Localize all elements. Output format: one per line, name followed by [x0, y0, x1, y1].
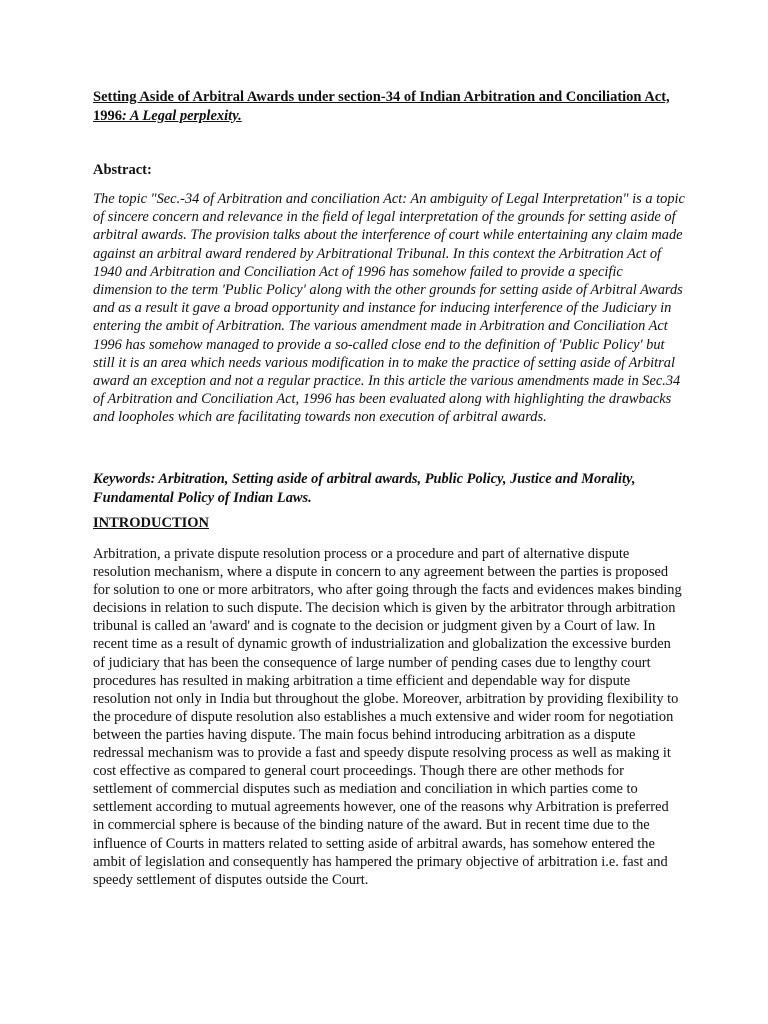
introduction-paragraph: Arbitration, a private dispute resolution process or a procedure and part of alternative dispute resolution mechanism, where a dispute in concern to any agreement between the parties is proposed for solution to one or more arbitrators, who after going through the facts and evidences makes binding decisions in relation to such dispute. The decision which is given by the arbitrator through arbitration tribunal is called an 'award' and is cognate to the decision or judgment given by a Court of law. In recent time as a result of dynamic growth of industrialization and globalization the excessive burden of judiciary that has been the consequence of large number of pending cases due to lengthy court procedures has resulted in making arbitration a time efficient and dependable way for dispute resolution not only in India but throughout the globe. Moreover, arbitration by providing flexibility to the procedure of dispute resolution also establishes a much extensive and wider room for negotiation between the parties having dispute. The main focus behind introducing arbitration as a dispute redressal mechanism was to provide a fast and speedy dispute resolving process as well as making it cost effective as compared to general court proceedings. Though there are other methods for settlement of commercial disputes such as mediation and conciliation in which parties come to settlement according to mutual agreements however, one of the reasons why Arbitration is preferred in commercial sphere is because of the binding nature of the award. But in recent time due to the influence of Courts in matters related to setting aside of arbitral awards, has somehow entered the ambit of legislation and consequently has hampered the primary objective of arbitration i.e. fast and speedy settlement of disputes outside the Court. [93, 546, 682, 888]
title-main: Setting Aside of Arbitral Awards under section-34 of Indian Arbitration and Conciliation Act, 1996 [93, 89, 670, 124]
keywords-line: Keywords: Arbitration, Setting aside of arbitral awards, Public Policy, Justice and Morality, Fundamental Policy of Indian Laws. [93, 471, 636, 506]
abstract-paragraph: The topic "Sec.-34 of Arbitration and conciliation Act: An ambiguity of Legal Interpretation" is a topic of sincere concern and relevance in the field of legal interpretation of the grounds for setting aside of arbitral awards. The provision talks about the interference of court while entertaining any claim made against an arbitral award rendered by Arbitrational Tribunal. In this context the Arbitration Act of 1940 and Arbitration and Conciliation Act of 1996 has somehow failed to provide a specific dimension to the term 'Public Policy' along with the other grounds for setting aside of Arbitral Awards and as a result it gave a broad opportunity and instance for inducing interference of the Judiciary in entering the ambit of Arbitration. The various amendment made in Arbitration and Conciliation Act 1996 has somehow managed to provide a so-called close end to the definition of 'Public Policy' but still it is an area which needs various modification in to make the practice of setting aside of Arbitral award an exception and not a regular practice. In this article the various amendments made in Sec.34 of Arbitration and Conciliation Act, 1996 has been evaluated along with highlighting the drawbacks and loopholes which are facilitating towards non execution of arbitral awards. [93, 191, 685, 426]
introduction-heading: INTRODUCTION [93, 515, 210, 531]
abstract-heading: Abstract: [93, 162, 152, 178]
title-subtitle: : A Legal perplexity. [122, 108, 242, 124]
document-title [93, 88, 693, 126]
